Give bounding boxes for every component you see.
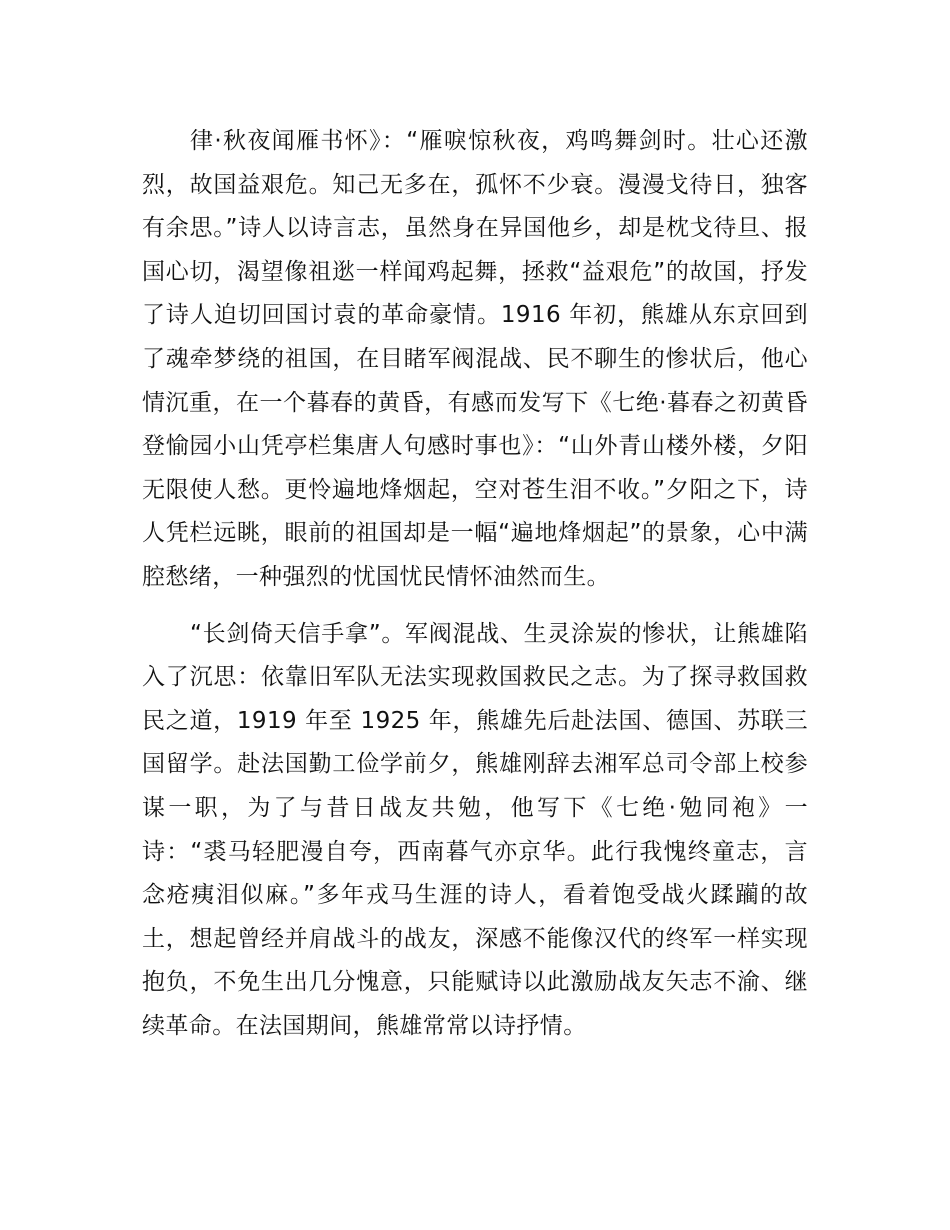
paragraph-2: “长剑倚天信手拿”。军阀混战、生灵涂炭的惨状，让熊雄陷入了沉思：依靠旧军队无法实现救国救民之志。为了探寻救国救民之道，1919 年至 1925 年，熊雄先后赴法国、德国、苏联三国留学。赴法国勤工俭学前夕，熊雄刚辞去湘军总司令部上校参谋一职，为了与昔日战友共勉，他写下《七绝·勉同袍》一诗：“裘马轻肥漫自夸，西南暮气亦京华。此行我愧终童志，言念疮痍泪似麻。”多年戎马生涯的诗人，看着饱受战火蹂躏的故土，想起曾经并肩战斗的战友，深感不能像汉代的终军一样实现抱负，不免生出几分愧意，只能赋诗以此激励战友矢志不渝、继续革命。在法国期间，熊雄常常以诗抒情。 [142, 620, 808, 1039]
paragraph-1: 律·秋夜闻雁书怀》：“雁唳惊秋夜，鸡鸣舞剑时。壮心还激烈，故国益艰危。知己无多在，孤怀不少衰。漫漫戈待日，独客有余思。”诗人以诗言志，虽然身在异国他乡，却是枕戈待旦、报国心切，渴望像祖逖一样闻鸡起舞，拯救“益艰危”的故国，抒发了诗人迫切回国讨袁的革命豪情。1916 年初，熊雄从东京回到了魂牵梦绕的祖国，在目睹军阀混战、民不聊生的惨状后，他心情沉重，在一个暮春的黄昏，有感而发写下《七绝·暮春之初黄昏登愉园小山凭亭栏集唐人句感时事也》：“山外青山楼外楼，夕阳无限使人愁。更怜遍地烽烟起，空对苍生泪不收。”夕阳之下，诗人凭栏远眺，眼前的祖国却是一幅“遍地烽烟起”的景象，心中满腔愁绪，一种强烈的忧国忧民情怀油然而生。 [142, 128, 808, 590]
document-body [142, 120, 808, 1048]
